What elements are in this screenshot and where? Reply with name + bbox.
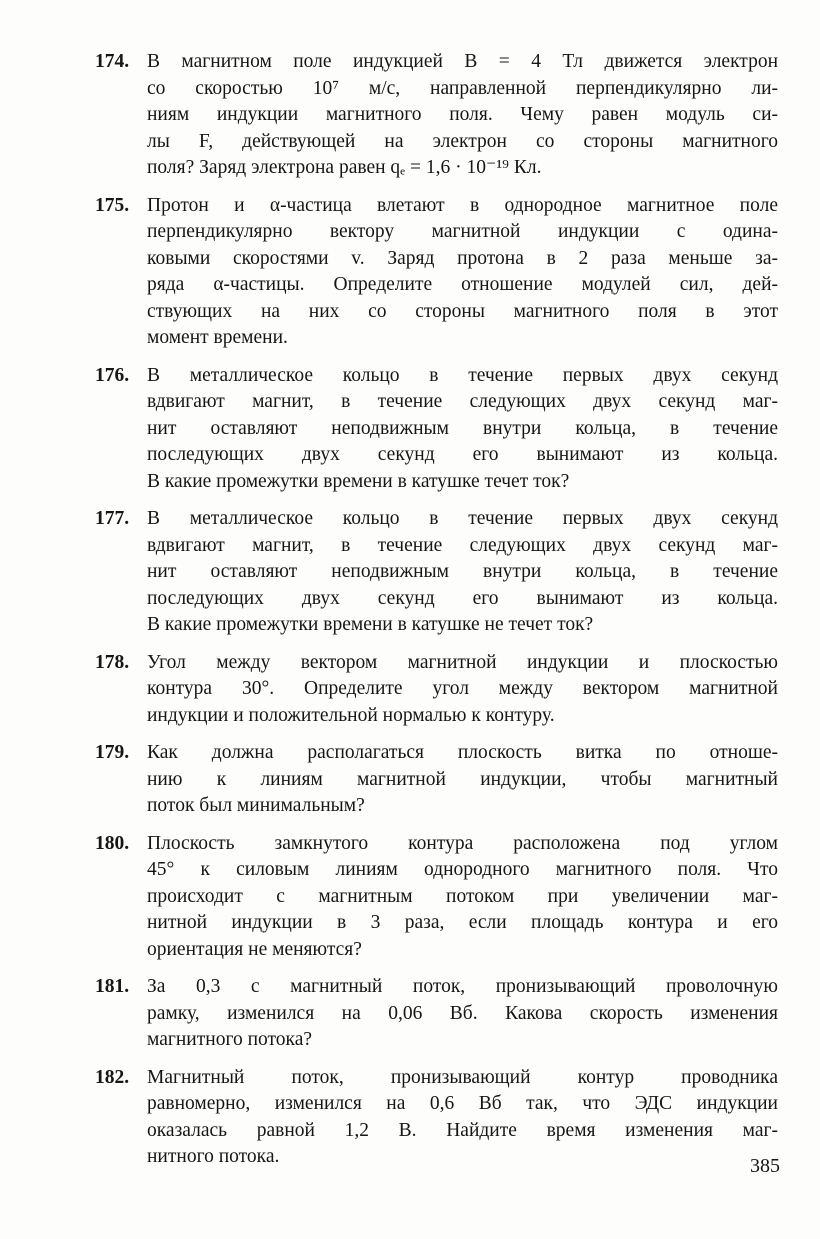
problem-text: За 0,3 с магнитный поток, пронизывающий проволочную рамку, изменился на 0,06 Вб. Какова скорость изменения магнитного потока? <box>147 976 778 1050</box>
page-number: 385 <box>750 1155 780 1177</box>
problem-number: 182. <box>95 1066 130 1088</box>
problem-item-177 <box>0 506 820 639</box>
problem-text: Магнитный поток, пронизывающий контур проводника равномерно, изменился на 0,6 Вб так, что ЭДС индукции оказалась равной 1,2 В. Найдите время изменения маг- нитного потока. <box>147 1066 778 1167</box>
problem-item-178 <box>0 650 820 730</box>
problem-number: 176. <box>95 364 130 386</box>
problem-text: В магнитном поле индукцией B = 4 Тл движется электрон со скоростью 10⁷ м/с, направленной перпендикулярно ли- ниям индукции магнитного поля. Чему равен модуль си- лы F, действующей на электрон со стороны магнитного поля? Заряд электрона равен qₑ = 1,6 · 10⁻¹⁹ Кл. <box>147 51 778 178</box>
problem-item-180 <box>0 831 820 964</box>
problem-text: В металлическое кольцо в течение первых двух секунд вдвигают магнит, в течение следующих двух секунд маг- нит оставляют неподвижным внутри кольца, в течение последующих двух секунд его вынимают из кольца. В какие промежутки времени в катушке не течет ток? <box>147 508 778 635</box>
problem-text: Угол между вектором магнитной индукции и плоскостью контура 30°. Определите угол между вектором магнитной индукции и положительной нормалью к контуру. <box>147 651 778 726</box>
problem-number: 177. <box>95 508 130 529</box>
problem-item-176 <box>0 363 820 496</box>
problem-item-174 <box>0 49 820 182</box>
problem-item-181 <box>0 974 820 1054</box>
problem-text: В металлическое кольцо в течение первых двух секунд вдвигают магнит, в течение следующих двух секунд маг- нит оставляют неподвижным внутри кольца, в течение последующих двух секунд его вынимают из кольца. В какие промежутки времени в катушке течет ток? <box>147 364 778 492</box>
problem-number: 174. <box>95 51 130 72</box>
problem-item-179 <box>0 740 820 820</box>
problem-item-175 <box>0 193 820 352</box>
problem-text: Как должна располагаться плоскость витка по отноше- нию к линиям магнитной индукции, чтобы магнитный поток был минимальным? <box>147 742 778 816</box>
problem-number: 175. <box>95 194 130 216</box>
problem-number: 180. <box>95 832 130 854</box>
problem-item-182 <box>0 1065 820 1171</box>
problem-number: 178. <box>95 651 130 673</box>
problem-number: 179. <box>95 742 130 763</box>
problem-text: Протон и α-частица влетают в однородное магнитное поле перпендикулярно вектору магнитной индукции с одина- ковыми скоростями v. Заряд протона в 2 раза меньше за- ряда α-частицы. Определите отношение модулей сил, дей- ствующих на них со стороны магнитного поля в этот момент времени. <box>147 194 778 348</box>
problem-text: Плоскость замкнутого контура расположена под углом 45° к силовым линиям однородного магнитного поля. Что происходит с магнитным потоком при увеличении маг- нитной индукции в 3 раза, если площадь контура и его ориентация не меняются? <box>147 832 778 960</box>
problem-number: 181. <box>95 976 130 997</box>
